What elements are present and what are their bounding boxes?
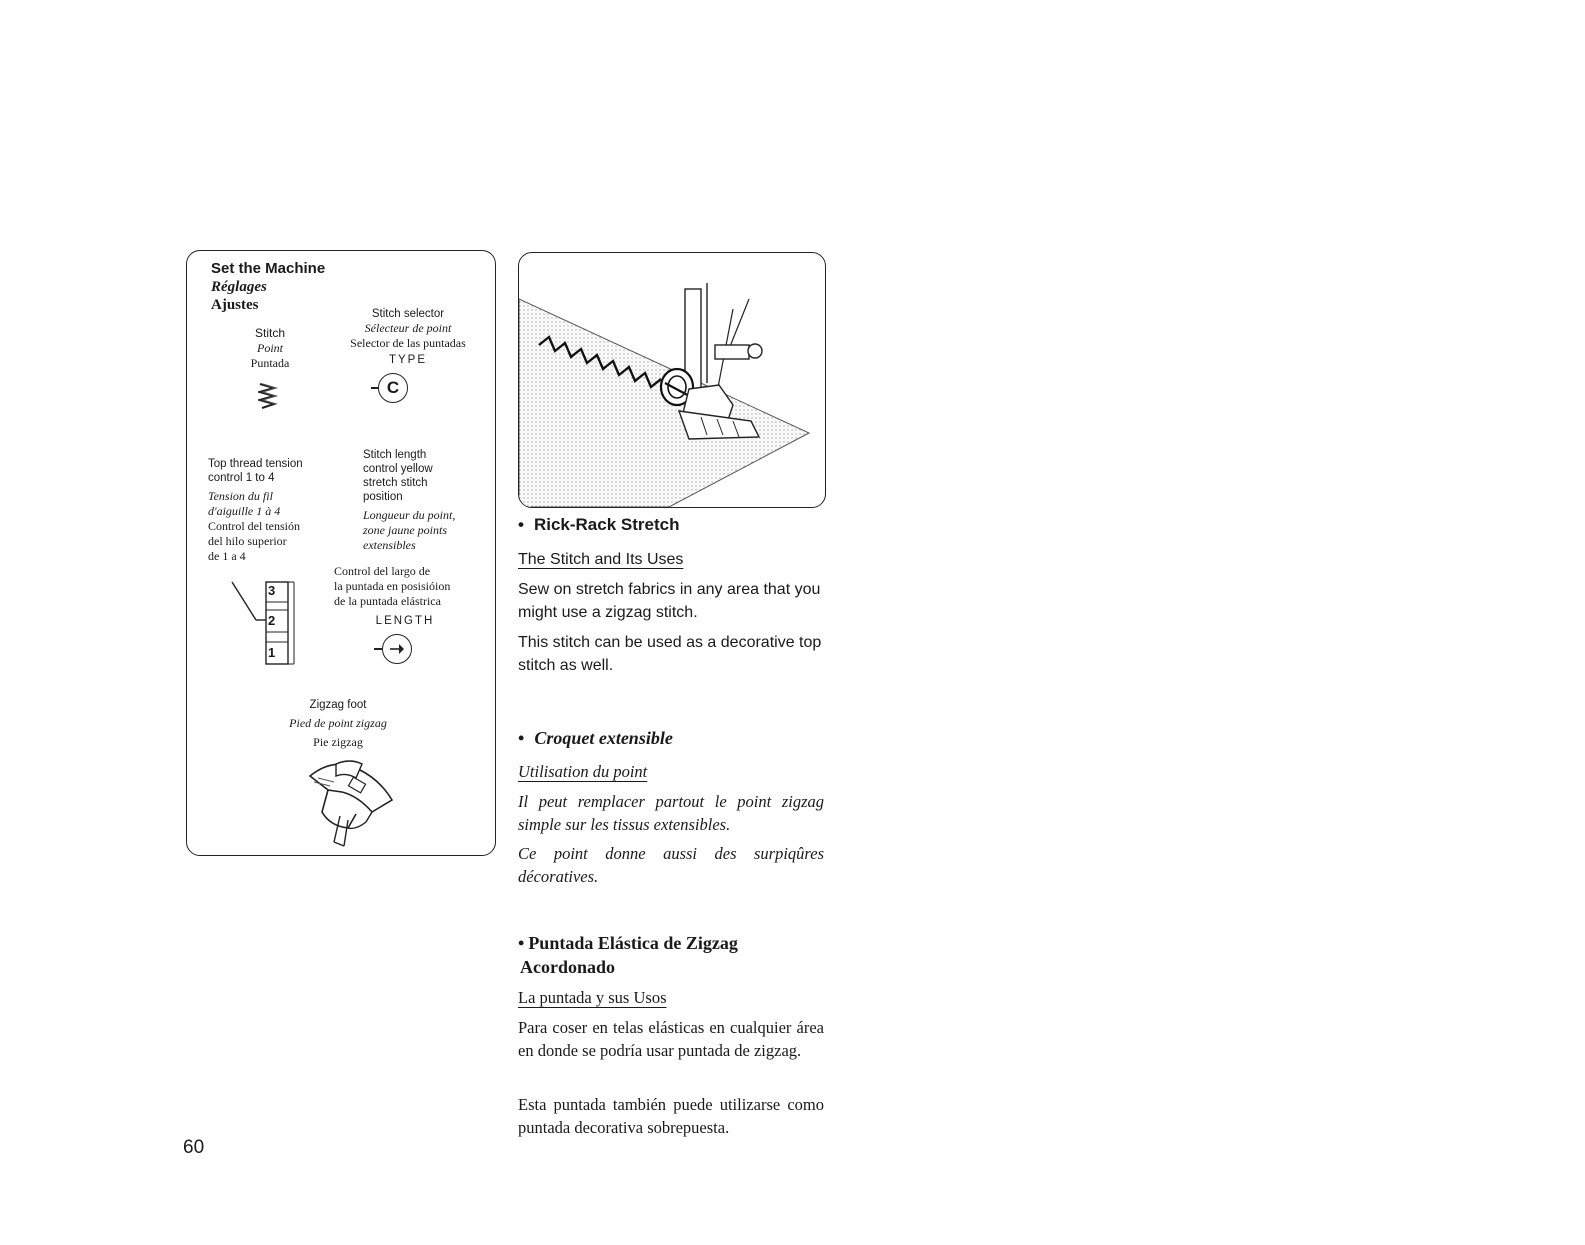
type-label: TYPE [388,354,428,366]
page-number: 60 [183,1137,205,1158]
tension-es-3: de 1 a 4 [208,549,246,563]
english-subtitle: The Stitch and Its Uses [518,551,684,568]
settings-title-fr: Réglages [211,279,267,295]
length-label: LENGTH [375,615,435,627]
tension-en-1: Top thread tension [208,458,303,470]
foot-label-group [260,698,416,750]
length-en-2: control yellow [363,463,433,475]
french-subtitle: Utilisation du point [518,762,648,781]
spanish-paragraph-2: Esta puntada también puede utilizarse como puntada decorativa sobrepuesta. [518,1095,824,1137]
spanish-title-line-2: Acordonado [520,957,616,977]
tension-level-2: 2 [268,613,276,628]
english-title-row [518,514,824,536]
spanish-paragraph-1: Para coser en telas elásticas en cualquier área en donde se podría usar puntada de zigzag. [518,1018,824,1060]
tension-fr-2: d'aiguille 1 à 4 [208,504,281,518]
length-fr-1: Longueur du point, [363,508,456,522]
settings-title: Set the Machine [211,260,326,277]
foot-label-en: Zigzag foot [309,699,367,711]
length-fr-3: extensibles [363,538,416,552]
sewing-illustration-box [518,252,826,508]
selector-label-en: Stitch selector [371,308,445,320]
length-en-1: Stitch length [363,449,427,461]
length-es-2: la puntada en posisióion [334,579,451,593]
spanish-title-text-1: Puntada Elástica de Zigzag [528,933,738,953]
foot-label-fr: Pied de point zigzag [289,716,387,730]
tension-gauge-icon [226,580,302,666]
selector-label-group [324,307,492,367]
english-title: Rick-Rack Stretch [533,515,680,534]
tension-label-group [208,457,303,564]
length-fr-2: zone jaune points [363,523,447,537]
length-dial-icon [382,634,412,664]
length-en-4: position [363,491,403,503]
length-dial-pointer [374,648,382,650]
tension-level-3: 3 [268,583,276,598]
stitch-label-fr: Point [257,341,283,355]
spanish-subtitle: La puntada y sus Usos [518,988,667,1007]
spanish-title-line-1 [518,931,824,955]
sewing-machine-needle-illustration [519,253,825,507]
selector-label-es: Selector de las puntadas [350,336,466,350]
type-dial-icon [378,373,408,403]
type-dial-value: C [386,378,400,397]
stitch-label-es: Puntada [250,356,290,370]
french-bullet: • [518,728,525,748]
zigzag-stitch-icon [258,382,278,410]
tension-es-1: Control del tensión [208,519,300,533]
french-title: Croquet extensible [534,728,673,748]
stitch-label-group [228,326,312,371]
length-label-group-b [334,564,450,609]
tension-en-2: control 1 to 4 [208,472,275,484]
french-paragraph-2: Ce point donne aussi des surpiqûres décoratives. [518,844,824,886]
spanish-title [518,931,824,979]
spanish-bullet: • [518,933,525,953]
length-dial-arrow-icon [389,643,405,655]
length-es-1: Control del largo de [334,564,431,578]
english-paragraph-1: Sew on stretch fabrics in any area that you might use a zigzag stitch. [518,581,821,621]
length-es-3: de la puntada elástrica [334,594,441,608]
length-label-group-a [363,448,455,553]
french-paragraph-1: Il peut remplacer partout le point zigzag simple sur les tissus extensibles. [518,792,824,834]
english-paragraph-2: This stitch can be used as a decorative top stitch as well. [518,634,822,674]
english-bullet: • [518,515,524,534]
settings-title-es: Ajustes [211,297,259,313]
length-en-3: stretch stitch [363,477,428,489]
stitch-label-en: Stitch [254,326,285,340]
tension-fr-1: Tension du fil [208,489,273,503]
tension-level-1: 1 [268,645,276,660]
french-title-row [518,727,824,749]
foot-label-es: Pie zigzag [313,735,363,749]
zigzag-foot-icon [300,756,400,852]
tension-es-2: del hilo superior [208,534,287,548]
selector-label-fr: Sélecteur de point [364,321,452,335]
